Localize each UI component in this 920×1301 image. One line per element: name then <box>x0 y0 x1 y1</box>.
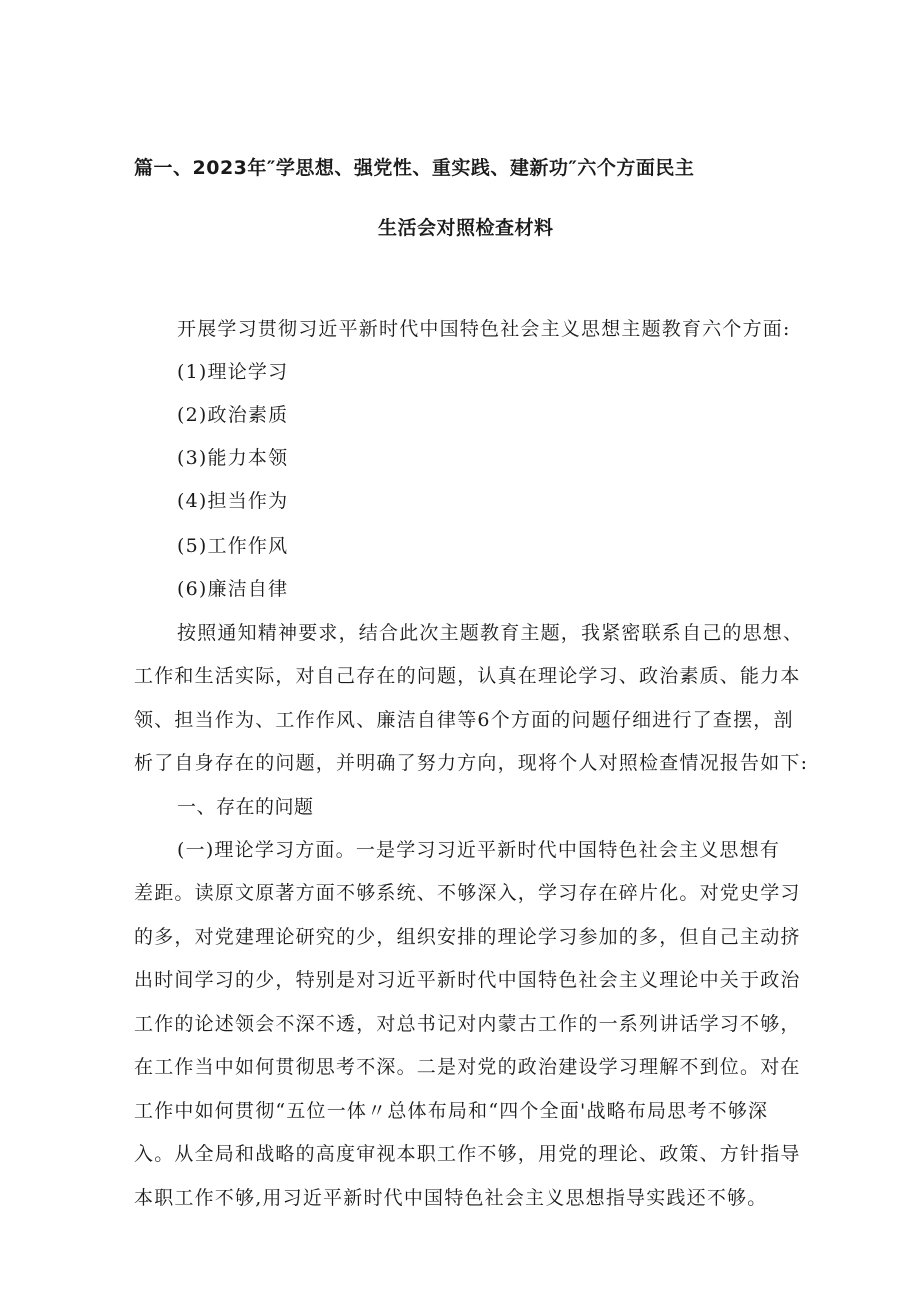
paragraph-line: 出时间学习的少，特别是对习近平新时代中国特色社会主义理论中关于政治 <box>134 969 801 991</box>
document-title-line-1: 篇一、2023年″学思想、强党性、重实践、建新功″六个方面民主 <box>134 157 695 179</box>
aspect-item: (2)政治素质 <box>177 404 289 426</box>
paragraph-line: 的多，对党建理论研究的少，组织安排的理论学习参加的多，但自己主动挤 <box>134 926 801 948</box>
paragraph-line: (一)理论学习方面。一是学习习近平新时代中国特色社会主义思想有 <box>177 839 781 861</box>
paragraph-line: 工作中如何贯彻“五位一体〃总体布局和“四个全面'战略布局思考不够深 <box>134 1100 769 1122</box>
paragraph-line: 工作和生活实际，对自己存在的问题，认真在理论学习、政治素质、能力本 <box>134 665 801 687</box>
aspect-item: (6)廉洁自律 <box>177 578 289 600</box>
paragraph-line: 本职工作不够,用习近平新时代中国特色社会主义思想指导实践还不够。 <box>134 1187 768 1209</box>
paragraph-line: 在工作当中如何贯彻思考不深。二是对党的政治建设学习理解不到位。对在 <box>134 1056 801 1078</box>
paragraph-line: 入。从全局和战略的高度审视本职工作不够，用党的理论、政策、方针指导 <box>134 1143 801 1165</box>
paragraph-line: 析了自身存在的问题，并明确了努力方向，现将个人对照检查情况报告如下: <box>134 752 809 774</box>
aspect-item: (4)担当作为 <box>177 490 289 512</box>
paragraph-line: 按照通知精神要求，结合此次主题教育主题，我紧密联系自己的思想、 <box>177 622 804 644</box>
aspect-item: (1)理论学习 <box>177 361 289 383</box>
section-heading: 一、存在的问题 <box>177 796 314 818</box>
aspect-item: (5)工作作风 <box>177 535 289 557</box>
intro-paragraph: 开展学习贯彻习近平新时代中国特色社会主义思想主题教育六个方面: <box>177 318 791 340</box>
paragraph-line: 领、担当作为、工作作风、廉洁自律等6个方面的问题仔细进行了查摆，剖 <box>134 709 794 731</box>
paragraph-line: 差距。读原文原著方面不够系统、不够深入，学习存在碎片化。对党史学习 <box>134 882 801 904</box>
aspect-item: (3)能力本领 <box>177 447 289 469</box>
document-title-line-2: 生活会对照检查材料 <box>378 217 554 239</box>
paragraph-line: 工作的论述领会不深不透，对总书记对内蒙古工作的一系列讲话学习不够， <box>134 1013 801 1035</box>
